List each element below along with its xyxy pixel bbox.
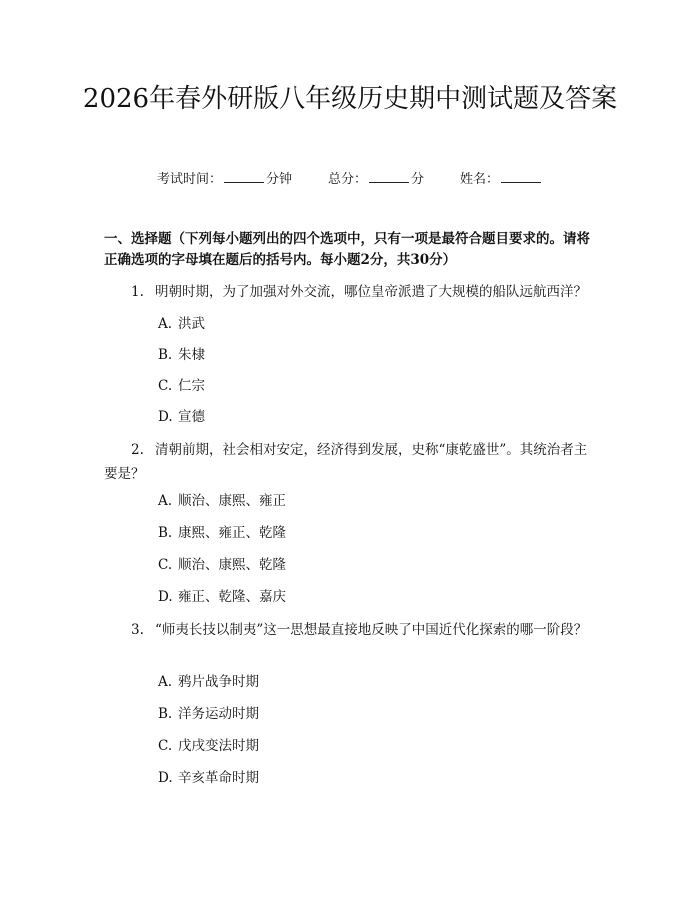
option-text: 洋务运动时期 [178, 706, 259, 722]
option-text: 顺治、康熙、雍正 [178, 493, 286, 509]
option-text: 雍正、乾隆、嘉庆 [178, 589, 286, 605]
question-text: 清朝前期，社会相对安定，经济得到发展，史称“康乾盛世”。其统治者主要是？ [104, 442, 588, 482]
question-3-option-b [158, 704, 259, 724]
student-name-field [460, 168, 543, 187]
student-name-blank [501, 170, 541, 183]
option-letter: D. [158, 409, 173, 425]
exam-time-label: 考试时间： [156, 172, 222, 187]
option-text: 戊戌变法时期 [178, 738, 259, 754]
option-letter: C. [158, 378, 173, 394]
option-letter: A. [158, 674, 173, 690]
section-heading: 一、选择题（下列每小题列出的四个选项中，只有一项是最符合题目要求的。请将正确选项的字母填在题后的括号内。每小题2分，共30分） [104, 231, 590, 268]
question-1-option-d [158, 407, 205, 427]
option-text: 顺治、康熙、乾隆 [178, 557, 286, 573]
option-text: 鸦片战争时期 [178, 674, 259, 690]
option-text: 康熙、雍正、乾隆 [178, 525, 286, 541]
question-1-option-a [158, 314, 205, 334]
question-3-option-c [158, 736, 259, 756]
option-letter: B. [158, 347, 173, 363]
question-1 [104, 280, 600, 304]
option-letter: B. [158, 525, 173, 541]
option-letter: A. [158, 316, 173, 332]
exam-time-unit: 分钟 [265, 172, 292, 187]
question-number: 2. [131, 442, 144, 458]
question-3 [104, 618, 600, 642]
question-2-option-a [158, 491, 286, 511]
question-2-option-c [158, 555, 286, 575]
option-letter: D. [158, 770, 173, 786]
question-3-option-d [158, 768, 259, 788]
exam-time-blank [224, 170, 264, 183]
question-1-option-b [158, 345, 205, 365]
option-text: 仁宗 [178, 378, 205, 394]
option-letter: A. [158, 493, 173, 509]
question-text: 明朝时期，为了加强对外交流，哪位皇帝派遣了大规模的船队远航西洋？ [155, 284, 587, 300]
question-2 [104, 438, 600, 486]
question-number: 3. [131, 622, 144, 638]
question-2-option-b [158, 523, 286, 543]
option-letter: D. [158, 589, 173, 605]
question-1-option-c [158, 376, 205, 396]
option-text: 宣德 [178, 409, 205, 425]
total-score-label: 总分： [327, 172, 367, 187]
question-text: “师夷长技以制夷”这一思想最直接地反映了中国近代化探索的哪一阶段？ [155, 622, 588, 638]
question-number: 1. [131, 284, 144, 300]
exam-info-line [0, 168, 700, 187]
total-score-blank [369, 170, 409, 183]
total-score-field [328, 168, 424, 187]
option-letter: C. [158, 557, 173, 573]
option-text: 朱棣 [178, 347, 205, 363]
option-letter: B. [158, 706, 173, 722]
student-name-label: 姓名： [460, 172, 500, 187]
option-text: 辛亥革命时期 [178, 770, 259, 786]
exam-time-field [157, 168, 292, 187]
total-score-unit: 分 [411, 172, 425, 187]
document-title: 2026年春外研版八年级历史期中测试题及答案 [82, 84, 618, 114]
question-2-option-d [158, 587, 286, 607]
option-text: 洪武 [178, 316, 205, 332]
question-3-option-a [158, 672, 259, 692]
option-letter: C. [158, 738, 173, 754]
